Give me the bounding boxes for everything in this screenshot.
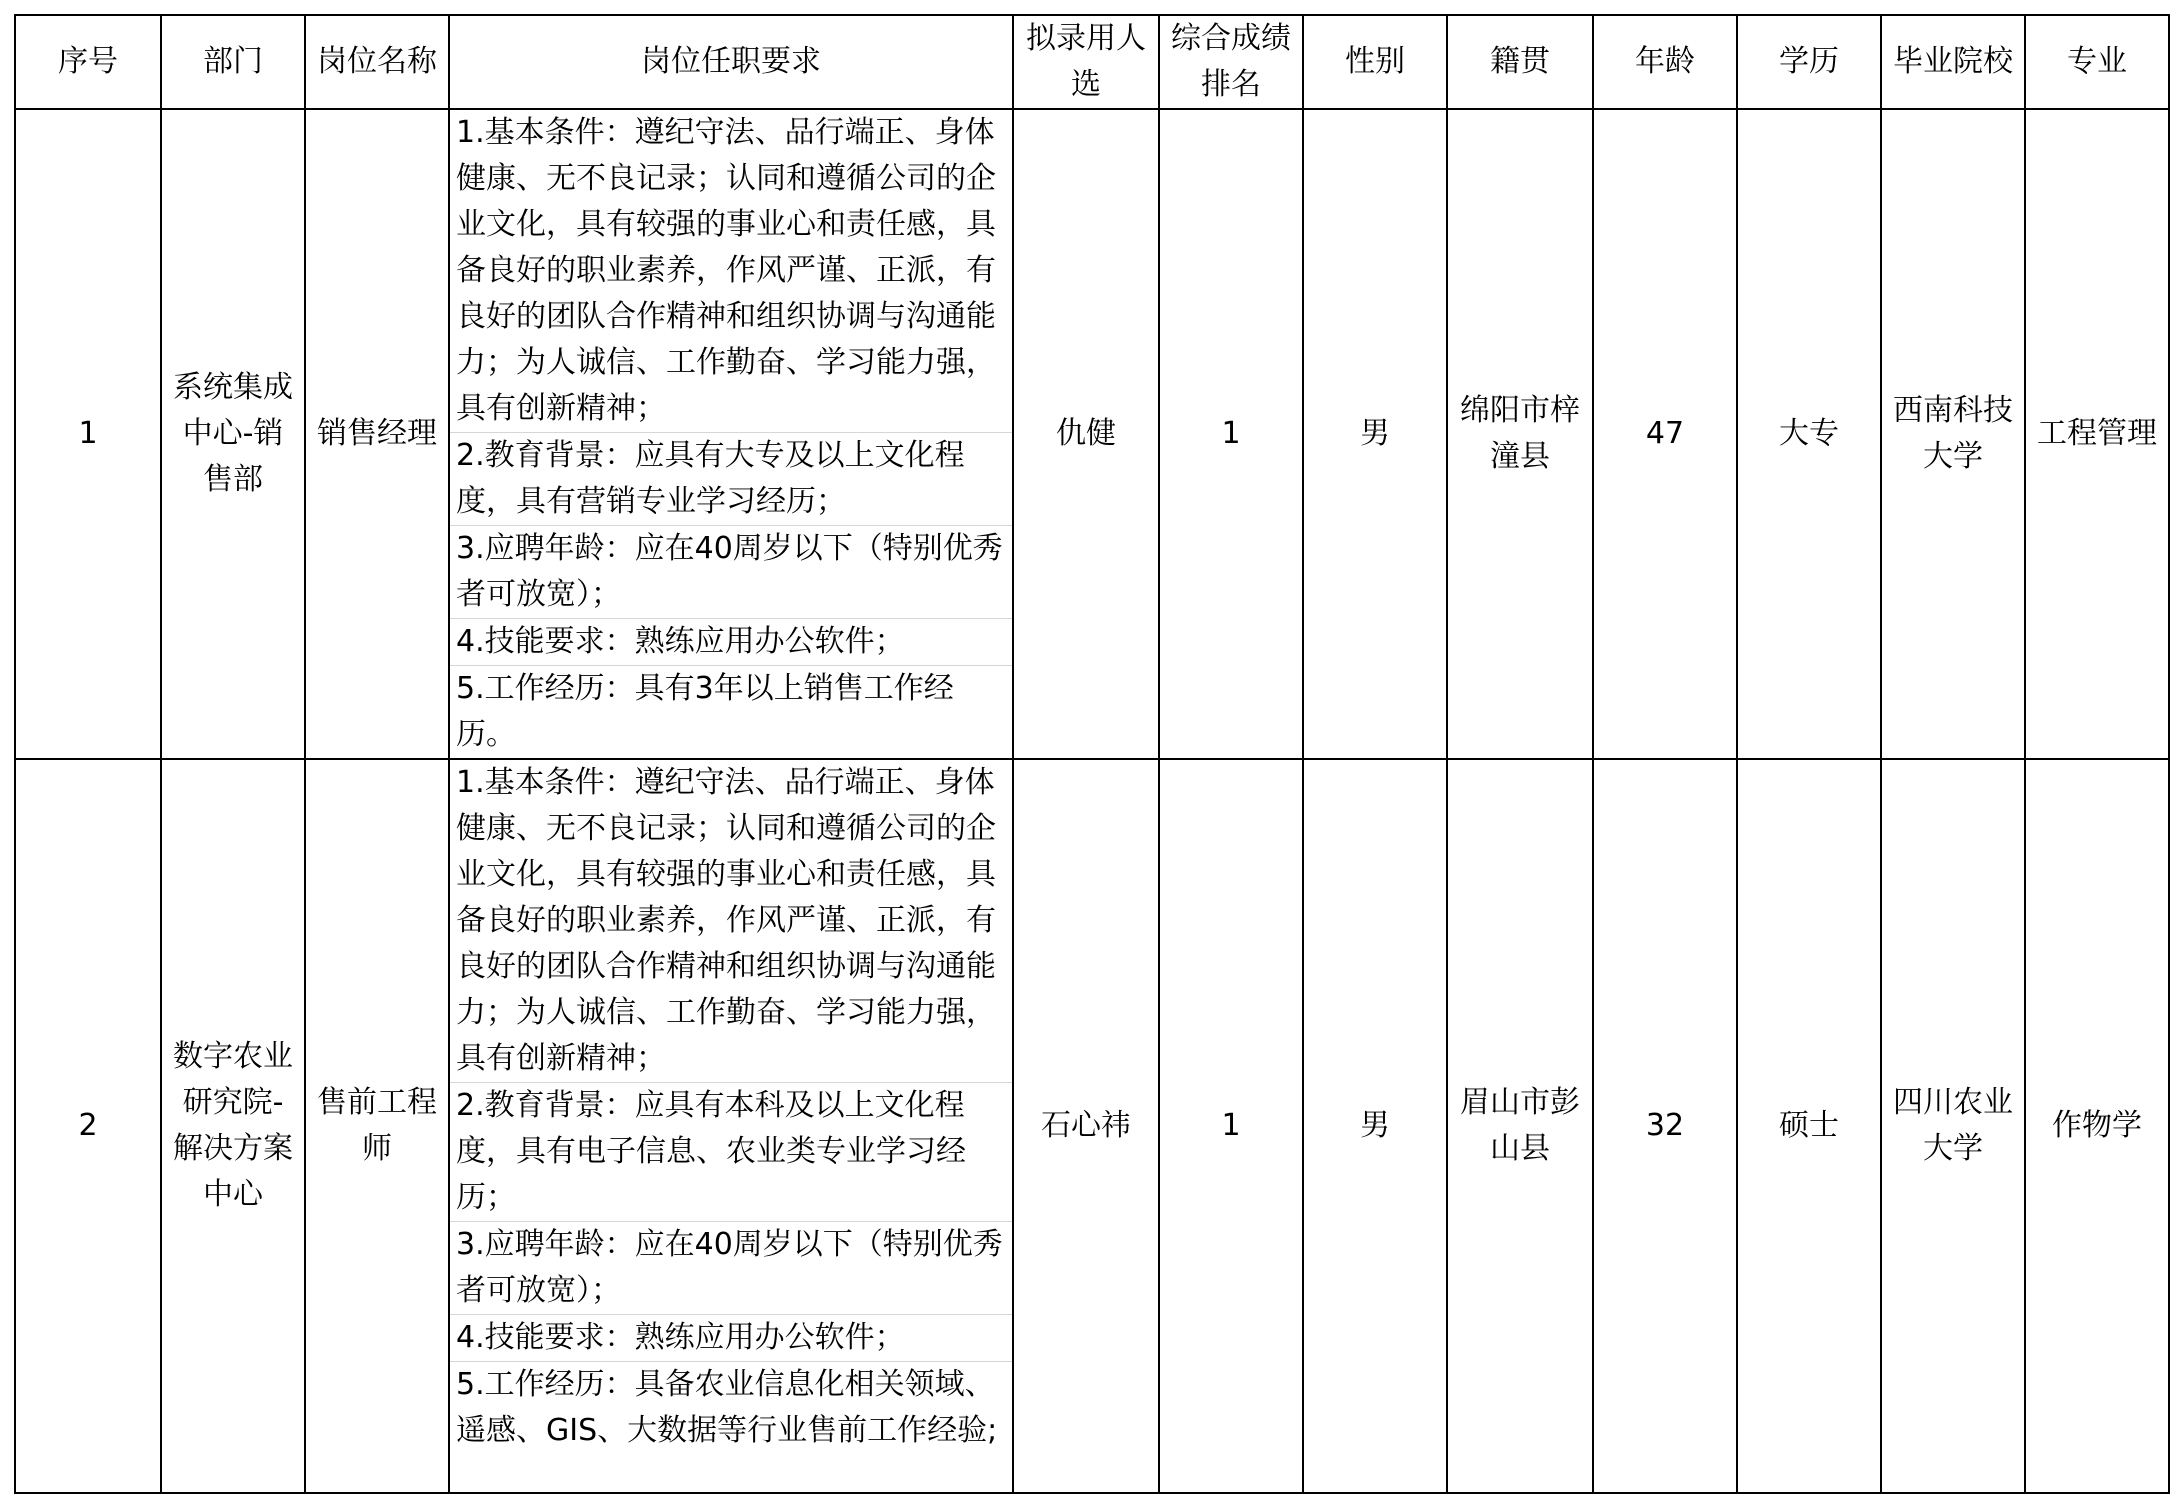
header-requirements: 岗位任职要求 — [449, 15, 1013, 109]
cell-requirements — [449, 759, 1013, 1493]
cell-candidate: 仇健 — [1013, 109, 1159, 759]
cell-hometown — [1447, 759, 1593, 1493]
header-position: 岗位名称 — [305, 15, 449, 109]
hometown-text: 绵阳市梓潼县 — [1460, 393, 1580, 474]
department-text: 数字农业研究院-解决方案中心 — [173, 1039, 293, 1212]
requirement-experience: 5.工作经历：具有3年以上销售工作经历。 — [456, 671, 954, 752]
header-rank: 综合成绩排名 — [1159, 15, 1303, 109]
table-row — [15, 759, 2169, 1493]
header-school: 毕业院校 — [1881, 15, 2025, 109]
header-row — [15, 15, 2169, 109]
table-row — [15, 109, 2169, 759]
cell-rank: 1 — [1159, 109, 1303, 759]
department-text: 系统集成中心-销售部 — [173, 370, 293, 497]
requirement-education: 2.教育背景：应具有本科及以上文化程度，具有电子信息、农业类专业学习经历； — [450, 1083, 1012, 1222]
cell-major — [2025, 109, 2169, 759]
header-department: 部门 — [161, 15, 305, 109]
school-text: 西南科技大学 — [1893, 393, 2013, 474]
cell-age: 32 — [1593, 759, 1737, 1493]
cell-gender: 男 — [1303, 759, 1447, 1493]
header-hometown: 籍贯 — [1447, 15, 1593, 109]
hometown-text: 眉山市彭山县 — [1460, 1085, 1580, 1166]
major-text: 作物学 — [2052, 1108, 2142, 1143]
requirement-basic: 1.基本条件：遵纪守法、品行端正、身体健康、无不良记录；认同和遵循公司的企业文化，具有较强的事业心和责任感，具备良好的职业素养，作风严谨、正派，有良好的团队合作精神和组织协调与沟通能力；为人诚信、工作勤奋、学习能力强，具有创新精神； — [450, 760, 1012, 1083]
candidate-table — [14, 14, 2170, 1494]
requirement-age: 3.应聘年龄：应在40周岁以下（特别优秀者可放宽）； — [450, 1222, 1012, 1315]
position-text: 售前工程师 — [317, 1085, 437, 1166]
requirement-skills: 4.技能要求：熟练应用办公软件； — [450, 1315, 1012, 1362]
cell-candidate: 石心祎 — [1013, 759, 1159, 1493]
header-gender: 性别 — [1303, 15, 1447, 109]
cell-department — [161, 109, 305, 759]
header-index: 序号 — [15, 15, 161, 109]
cell-school — [1881, 759, 2025, 1493]
position-text: 销售经理 — [317, 416, 437, 451]
cell-index: 1 — [15, 109, 161, 759]
cell-position — [305, 109, 449, 759]
cell-hometown — [1447, 109, 1593, 759]
header-age: 年龄 — [1593, 15, 1737, 109]
cell-major — [2025, 759, 2169, 1493]
cell-education: 大专 — [1737, 109, 1881, 759]
cell-rank: 1 — [1159, 759, 1303, 1493]
school-text: 四川农业大学 — [1893, 1085, 2013, 1166]
requirement-basic: 1.基本条件：遵纪守法、品行端正、身体健康、无不良记录；认同和遵循公司的企业文化，具有较强的事业心和责任感，具备良好的职业素养，作风严谨、正派，有良好的团队合作精神和组织协调与沟通能力；为人诚信、工作勤奋、学习能力强，具有创新精神； — [450, 110, 1012, 433]
cell-index: 2 — [15, 759, 161, 1493]
requirement-education: 2.教育背景：应具有大专及以上文化程度，具有营销专业学习经历； — [450, 433, 1012, 526]
requirement-age: 3.应聘年龄：应在40周岁以下（特别优秀者可放宽）； — [450, 526, 1012, 619]
header-major: 专业 — [2025, 15, 2169, 109]
cell-age: 47 — [1593, 109, 1737, 759]
cell-education: 硕士 — [1737, 759, 1881, 1493]
cell-gender: 男 — [1303, 109, 1447, 759]
requirement-skills: 4.技能要求：熟练应用办公软件； — [450, 619, 1012, 666]
major-text: 工程管理 — [2037, 416, 2157, 451]
cell-school — [1881, 109, 2025, 759]
header-candidate: 拟录用人选 — [1013, 15, 1159, 109]
cell-department — [161, 759, 305, 1493]
cell-requirements — [449, 109, 1013, 759]
cell-position — [305, 759, 449, 1493]
header-education: 学历 — [1737, 15, 1881, 109]
requirement-experience: 5.工作经历：具备农业信息化相关领域、遥感、GIS、大数据等行业售前工作经验; — [456, 1367, 998, 1448]
